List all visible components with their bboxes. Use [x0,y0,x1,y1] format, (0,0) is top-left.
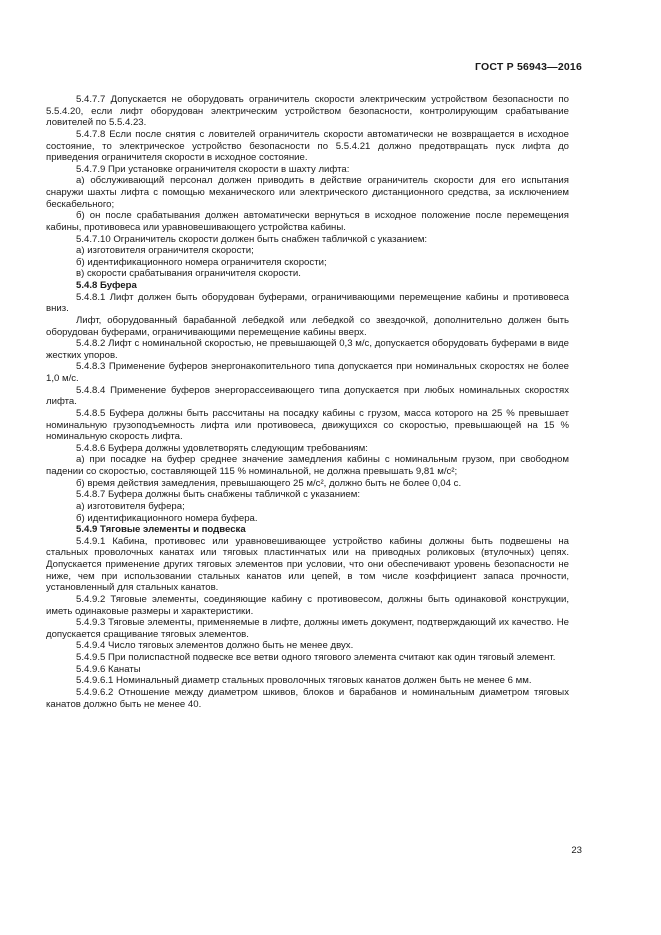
paragraph: 5.4.9.5 При полиспастной подвеске все ветви одного тягового элемента считают как один тяговый элемент. [76,652,556,663]
paragraph: в) скорости срабатывания ограничителя скорости. [76,268,301,280]
section-heading: 5.4.9 Тяговые элементы и подвеска [76,524,246,536]
paragraph: 5.4.9.1 Кабина, противовес или уравновешивающее устройство кабины должны быть подвешены на стальных проволочных канатах или тяговых пластинчатых или на приводных роликовых (втулочных) цепях. Допускается применение других тяговых элементов при условии, что они обеспечивают уровень безопасности не ниже, чем при использовании стальных канатов или цепей, в том числе коэффициент запаса прочности, установленный для стальных канатов. [46,535,569,594]
paragraph: 5.4.8.6 Буфера должны удовлетворять следующим требованиям: [76,442,368,454]
paragraph: а) при посадке на буфер среднее значение замедления кабины с номинальным грузом, при свободном падении со скоростью, составляющей 115 % номинальной, не должна превышать 9,81 м/с²; [46,454,569,477]
paragraph: б) идентификационного номера буфера. [76,512,258,524]
paragraph: 5.4.8.1 Лифт должен быть оборудован буферами, ограничивающими перемещение кабины и противовеса вниз. [46,291,569,315]
paragraph: 5.4.8.5 Буфера должны быть рассчитаны на посадку кабины с грузом, масса которого на 25 % превышает номинальную грузоподъемность лифта или противовеса, движущихся со скоростью, превышающей на 15 % номинальную скорость лифта. [46,407,569,443]
paragraph: б) он после срабатывания должен автоматически вернуться в исходное положение после перемещения кабины, противовеса или уравновешивающего устройства кабины. [46,210,569,233]
paragraph: 5.4.7.8 Если после снятия с ловителей ограничитель скорости автоматически не возвращается в исходное состояние, то электрическое устройство безопасности по 5.5.4.21 должно предотвращать пуск лифта до приведения ограничителя скорости в исходное состояние. [46,128,569,164]
paragraph: 5.4.8.7 Буфера должны быть снабжены табличкой с указанием: [76,489,361,501]
standard-header: ГОСТ Р 56943—2016 [474,61,582,73]
paragraph: 5.4.7.9 При установке ограничителя скорости в шахту лифта: [76,163,350,175]
paragraph: 5.4.9.2 Тяговые элементы, соединяющие кабину с противовесом, должны быть одинаковой конструкции, иметь одинаковые размеры и характеристики. [46,593,569,617]
paragraph: 5.4.8.2 Лифт с номинальной скоростью, не превышающей 0,3 м/с, допускается оборудовать буферами в виде жестких упоров. [46,338,569,361]
paragraph: а) обслуживающий персонал должен приводить в действие ограничитель скорости для его испытания снаружи шахты лифта с помощью механического или электрического дистанционного средства, за исключением бескабельного; [46,175,569,210]
paragraph: 5.4.9.6.2 Отношение между диаметром шкивов, блоков и барабанов и номинальным диаметром тяговых канатов должно быть не менее 40. [46,686,569,710]
paragraph: 5.4.7.10 Ограничитель скорости должен быть снабжен табличкой с указанием: [76,233,428,245]
paragraph: б) идентификационного номера ограничителя скорости; [76,256,327,268]
document-body [46,94,569,710]
section-heading: 5.4.8 Буфера [76,280,137,291]
paragraph: Лифт, оборудованный барабанной лебедкой или лебедкой со звездочкой, дополнительно должен быть оборудован буферами, ограничивающими перемещение кабины вверх. [46,314,569,338]
paragraph: 5.4.8.4 Применение буферов энергорассеивающего типа допускается при любых номинальных скоростях лифта. [46,384,569,408]
paragraph: 5.4.9.4 Число тяговых элементов должно быть не менее двух. [76,640,354,652]
page-number: 23 [571,845,582,856]
paragraph: 5.4.8.3 Применение буферов энергонакопительного типа допускается при номинальных скоростях не более 1,0 м/с. [46,361,569,384]
paragraph: 5.4.9.6.1 Номинальный диаметр стальных проволочных тяговых канатов должен быть не менее 6 мм. [76,675,532,687]
paragraph: б) время действия замедления, превышающего 25 м/с², должно быть не более 0,04 с. [76,477,462,489]
paragraph: 5.4.9.6 Канаты [76,663,141,675]
paragraph: а) изготовителя ограничителя скорости; [76,245,254,257]
paragraph: а) изготовителя буфера; [76,500,185,512]
paragraph: 5.4.7.7 Допускается не оборудовать ограничитель скорости электрическим устройством безопасности по 5.5.4.20, если лифт оборудован электрическим устройством безопасности, контролирующим срабатывание ловителей по 5.5.4.23. [46,94,569,129]
paragraph: 5.4.9.3 Тяговые элементы, применяемые в лифте, должны иметь документ, подтверждающий их качество. Не допускается сращивание тяговых элементов. [46,617,569,640]
